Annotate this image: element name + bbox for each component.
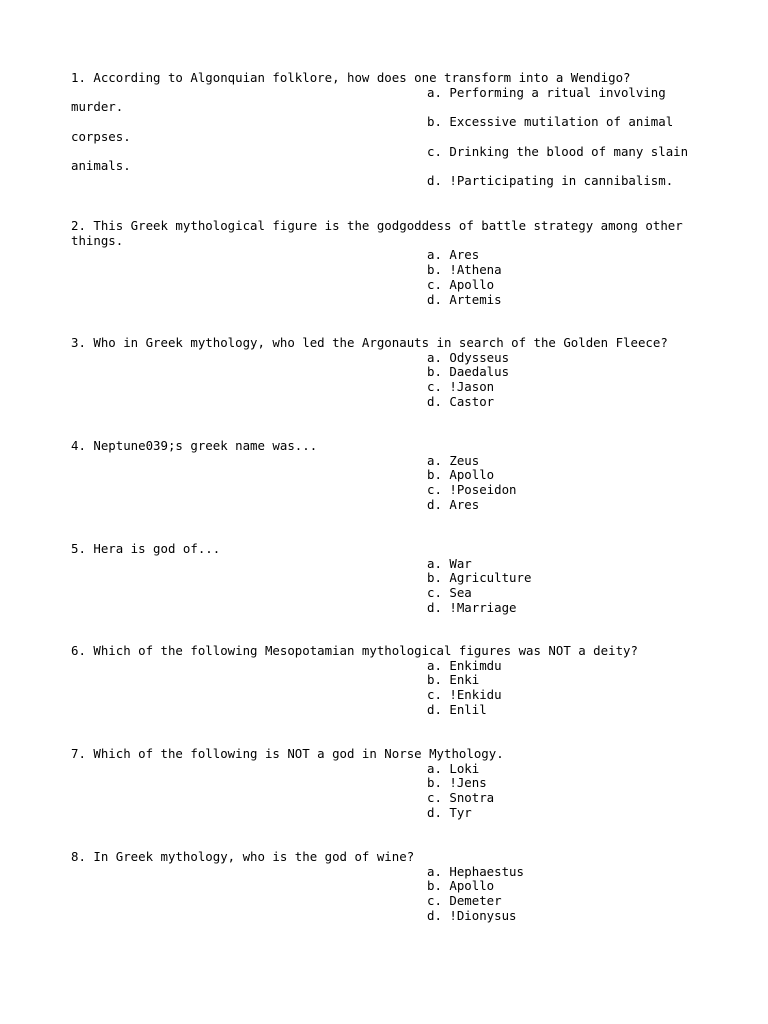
option-a: a. War xyxy=(427,555,472,571)
option-c: c. Demeter xyxy=(427,893,502,909)
option-d: d. !Participating in cannibalism. xyxy=(427,172,674,188)
option-a: a. Loki xyxy=(427,760,480,776)
answer-options xyxy=(71,454,701,513)
answer-options xyxy=(71,86,701,189)
option-a: a. Performing a ritual involving murder. xyxy=(71,84,674,115)
option-d: d. !Dionysus xyxy=(427,907,517,923)
question-text: 6. Which of the following Mesopotamian mythological figures was NOT a deity? xyxy=(71,643,638,658)
question-2 xyxy=(71,219,701,307)
option-b: b. !Athena xyxy=(427,262,502,278)
answer-options xyxy=(71,865,701,924)
question-text: 5. Hera is god of... xyxy=(71,541,221,556)
option-b: b. Excessive mutilation of animal corpses. xyxy=(71,114,681,144)
option-a: a. Zeus xyxy=(427,452,480,468)
option-a: a. Ares xyxy=(427,247,480,263)
question-text: 7. Which of the following is NOT a god in Norse Mythology. xyxy=(71,746,504,761)
answer-options xyxy=(71,659,701,718)
option-a: a. Odysseus xyxy=(427,349,510,365)
question-5 xyxy=(71,542,701,616)
question-text: 1. According to Algonquian folklore, how does one transform into a Wendigo? xyxy=(71,70,631,85)
option-a: a. Hephaestus xyxy=(427,863,524,879)
option-b: b. !Jens xyxy=(427,775,487,791)
option-d: d. Ares xyxy=(427,496,480,512)
option-c: c. Sea xyxy=(427,585,472,601)
question-4 xyxy=(71,439,701,513)
answer-options xyxy=(71,762,701,821)
option-c: c. !Poseidon xyxy=(427,482,517,498)
question-3 xyxy=(71,336,701,410)
answer-options xyxy=(71,557,701,616)
option-b: b. Daedalus xyxy=(427,364,510,380)
option-c: c. Apollo xyxy=(427,276,495,292)
option-b: b. Apollo xyxy=(427,467,495,483)
option-d: d. !Marriage xyxy=(427,599,517,615)
question-1 xyxy=(71,71,701,189)
question-8 xyxy=(71,850,701,924)
question-text: 8. In Greek mythology, who is the god of wine? xyxy=(71,849,415,864)
question-6 xyxy=(71,644,701,718)
option-d: d. Castor xyxy=(427,393,495,409)
option-b: b. Agriculture xyxy=(427,570,532,586)
option-d: d. Tyr xyxy=(427,804,472,820)
option-a: a. Enkimdu xyxy=(427,657,502,673)
question-text: 3. Who in Greek mythology, who led the Argonauts in search of the Golden Fleece? xyxy=(71,335,668,350)
option-c: c. !Enkidu xyxy=(427,687,502,703)
option-c: c. !Jason xyxy=(427,379,495,395)
option-d: d. Artemis xyxy=(427,291,502,307)
answer-options xyxy=(71,248,701,307)
option-b: b. Apollo xyxy=(427,878,495,894)
option-c: c. Drinking the blood of many slain animals. xyxy=(71,143,696,174)
option-c: c. Snotra xyxy=(427,790,495,806)
question-text: 2. This Greek mythological figure is the godgoddess of battle strategy among other things. xyxy=(71,218,691,248)
question-text: 4. Neptune039;s greek name was... xyxy=(71,438,318,453)
answer-options xyxy=(71,351,701,410)
question-7 xyxy=(71,747,701,821)
option-d: d. Enlil xyxy=(427,701,487,717)
option-b: b. Enki xyxy=(427,672,480,688)
